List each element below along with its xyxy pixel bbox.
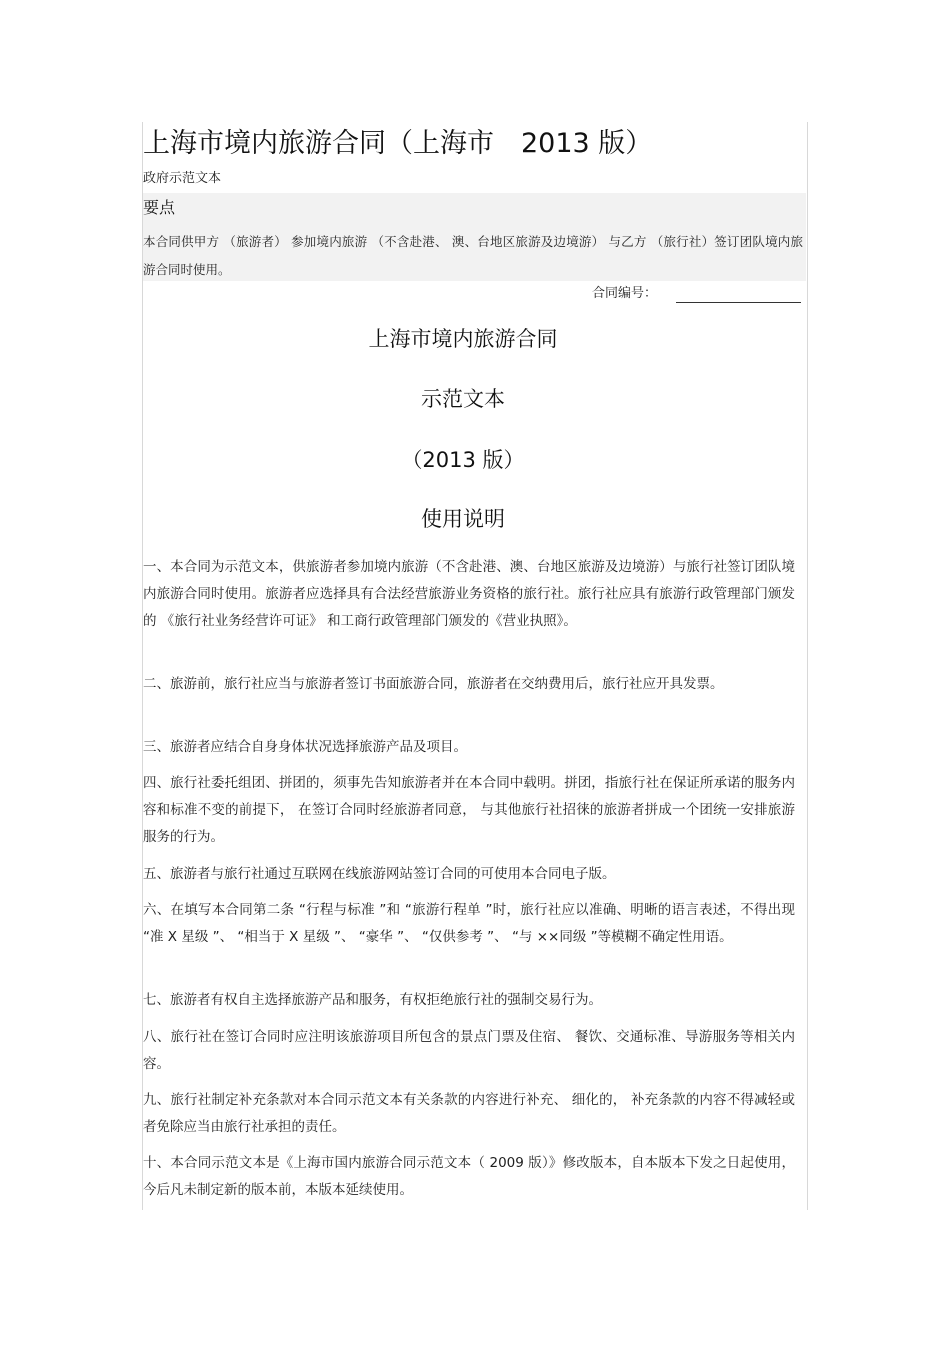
paragraph-6: 六、在填写本合同第二条 “行程与标准 ”和 “旅游行程单 ”时，旅行社应以准确、明晰的语言表述，不得出现 “准 X 星级 ”、 “相当于 X 星级 ”、 “豪华 ”、 “仅供参考 ”、 “与 ××同级 ”等模糊不确定性用语。 [143,902,795,945]
paragraph-5: 五、旅游者与旅行社通过互联网在线旅游网站签订合同的可使用本合同电子版。 [143,866,616,882]
heading-instructions: 使用说明 [421,507,505,531]
document-subtitle: 政府示范文本 [143,171,222,186]
heading-main: 上海市境内旅游合同 [368,327,558,351]
paragraph-4: 四、旅行社委托组团、拼团的，须事先告知旅游者并在本合同中载明。拼团，指旅行社在保证所承诺的服务内容和标准不变的前提下， 在签订合同时经旅游者同意， 与其他旅行社招徕的旅游者拼成一个团统一安排旅游服务的行为。 [143,775,795,845]
contract-number-label: 合同编号： [592,286,658,301]
paragraph-9: 九、旅行社制定补充条款对本合同示范文本有关条款的内容进行补充、 细化的， 补充条款的内容不得减轻或者免除应当由旅行社承担的责任。 [143,1092,795,1135]
paragraph-3: 三、旅游者应结合自身身体状况选择旅游产品及项目。 [143,739,467,755]
document-title: 上海市境内旅游合同（上海市 2013 版） [143,128,653,159]
contract-number-blank-line [676,302,801,303]
key-points-text: 本合同供甲方 （旅游者） 参加境内旅游 （不含赴港、 澳、台地区旅游及边境游） 与乙方 （旅行社）签订团队境内旅游合同时使用。 [143,234,803,277]
paragraph-8: 八、旅行社在签订合同时应注明该旅游项目所包含的景点门票及住宿、 餐饮、交通标准、导游服务等相关内容。 [143,1029,795,1072]
key-points-heading: 要点 [143,198,176,217]
paragraph-1: 一、本合同为示范文本，供旅游者参加境内旅游（不含赴港、澳、台地区旅游及边境游）与旅行社签订团队境内旅游合同时使用。旅游者应选择具有合法经营旅游业务资格的旅行社。旅行社应具有旅游行政管理部门颁发的 《旅行社业务经营许可证》 和工商行政管理部门颁发的《营业执照》。 [143,559,795,629]
heading-sub: 示范文本 [421,387,505,411]
key-points-box [143,193,806,281]
heading-version: （2013 版） [401,448,525,472]
paragraph-7: 七、旅游者有权自主选择旅游产品和服务，有权拒绝旅行社的强制交易行为。 [143,992,602,1008]
paragraph-2: 二、旅游前，旅行社应当与旅游者签订书面旅游合同，旅游者在交纳费用后，旅行社应开具发票。 [143,676,724,692]
paragraph-10: 十、本合同示范文本是《上海市国内旅游合同示范文本（ 2009 版）》修改版本，自本版本下发之日起使用，今后凡未制定新的版本前，本版本延续使用。 [143,1155,795,1198]
